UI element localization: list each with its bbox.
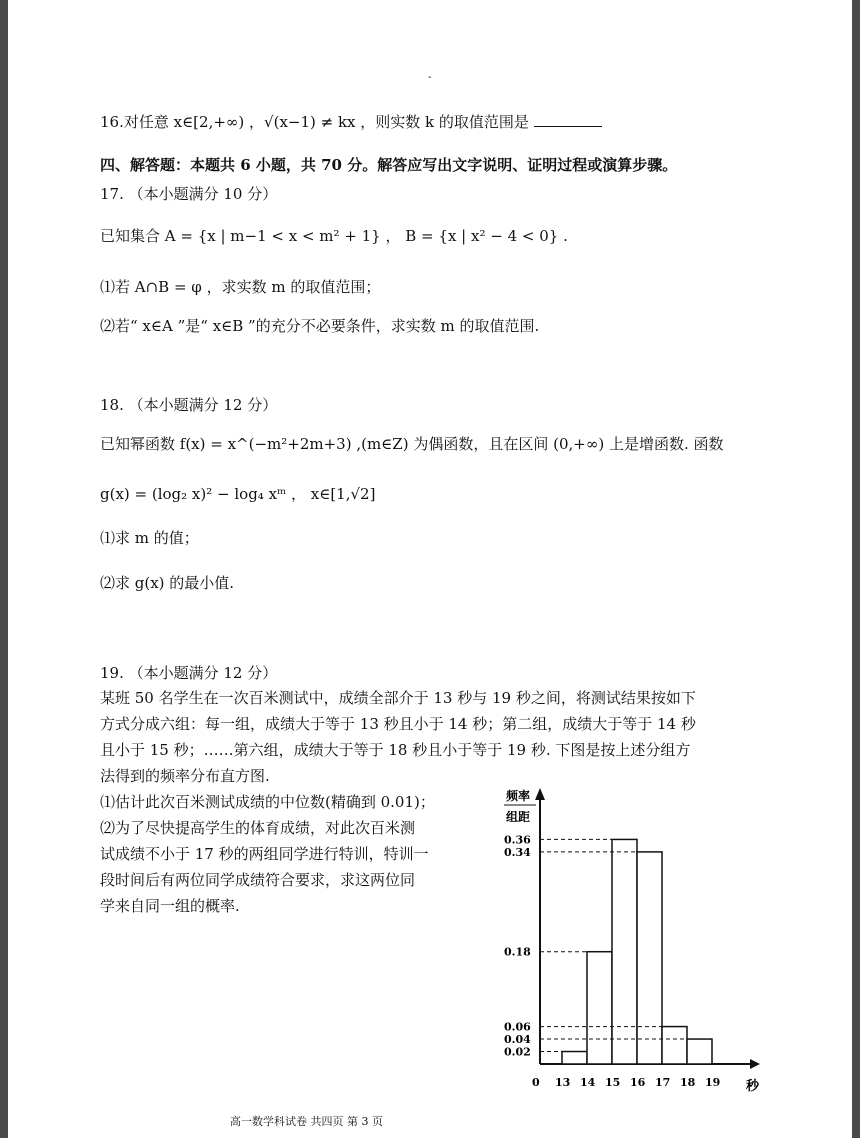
x-axis-arrow	[750, 1059, 760, 1069]
q19-line1: 某班 50 名学生在一次百米测试中，成绩全部介于 13 秒与 19 秒之间，将测试结果按如下	[100, 689, 696, 707]
q18-given-line1: 已知幂函数 f(x) = x^(−m²+2m+3) ,(m∈Z) 为偶函数，且在区间 (0,+∞) 上是增函数. 函数	[100, 435, 724, 453]
q19-part2-line2: 试成绩不小于 17 秒的两组同学进行特训，特训一	[100, 845, 429, 863]
q18-part2: ⑵求 g(x) 的最小值.	[100, 574, 235, 592]
y-tick-label: 0.36	[504, 833, 531, 847]
x-axis-label: 秒	[746, 1079, 760, 1094]
histogram-bar	[637, 852, 662, 1064]
q17-header: 17. （本小题满分 10 分）	[100, 185, 278, 203]
x-tick-label: 14	[580, 1076, 596, 1089]
q17-given: 已知集合 A = {x | m−1 < x < m² + 1} ， B = {x | x² − 4 < 0} .	[100, 227, 568, 245]
question-16	[100, 112, 602, 132]
histogram-bar	[612, 839, 637, 1064]
q17-part1: ⑴若 A∩B = φ ，求实数 m 的取值范围；	[100, 278, 381, 296]
x-tick-label: 13	[555, 1076, 571, 1089]
histogram-bar	[587, 952, 612, 1064]
x-tick-label: 15	[605, 1076, 621, 1089]
answer-blank	[534, 112, 602, 127]
q18-given-line2: g(x) = (log₂ x)² − log₄ xᵐ ， x∈[1,√2]	[100, 485, 376, 503]
q19-part1: ⑴估计此次百米测试成绩的中位数(精确到 0.01)；	[100, 793, 435, 811]
y-tick-label: 0.02	[504, 1045, 531, 1059]
q19-part2-line4: 学来自同一组的概率.	[100, 897, 240, 915]
q19-part2-line1: ⑵为了尽快提高学生的体育成绩，对此次百米测	[100, 819, 416, 837]
y-tick-label: 0.04	[504, 1033, 531, 1047]
y-label-numerator: 频率	[506, 789, 531, 803]
histogram-bar	[687, 1039, 712, 1064]
q18-part1: ⑴求 m 的值；	[100, 529, 199, 547]
x-tick-label: 17	[655, 1076, 671, 1089]
page-footer: 高一数学科试卷 共四页 第 3 页	[230, 1115, 383, 1128]
q19-line4: 法得到的频率分布直方图.	[100, 767, 270, 785]
x-tick-label: 16	[630, 1076, 646, 1089]
exam-page	[8, 0, 852, 1138]
histogram-bar	[662, 1027, 687, 1064]
y-tick-label: 0.06	[504, 1020, 531, 1034]
x-origin-label: 0	[532, 1076, 540, 1089]
frequency-histogram	[488, 780, 778, 1100]
q19-line2: 方式分成六组：每一组，成绩大于等于 13 秒且小于 14 秒；第二组，成绩大于等于 14 秒	[100, 715, 696, 733]
y-tick-label: 0.18	[504, 945, 531, 959]
q19-part2-line3: 段时间后有两位同学成绩符合要求，求这两位同	[100, 871, 416, 889]
y-axis-arrow	[535, 788, 545, 800]
y-label-denominator: 组距	[506, 810, 531, 824]
section-heading: 四、解答题：本题共 6 小题，共 70 分。解答应写出文字说明、证明过程或演算步骤。	[100, 156, 678, 174]
q18-header: 18. （本小题满分 12 分）	[100, 396, 278, 414]
y-tick-label: 0.34	[504, 845, 531, 859]
page-mark: -	[428, 72, 432, 83]
q19-line3: 且小于 15 秒；……第六组，成绩大于等于 18 秒且小于等于 19 秒. 下图是按上述分组方	[100, 741, 691, 759]
q19-header: 19. （本小题满分 12 分）	[100, 664, 278, 682]
histogram-bar	[562, 1052, 587, 1064]
x-tick-label: 18	[680, 1076, 696, 1089]
question-16-text: 16.对任意 x∈[2,+∞) ，√(x−1) ≠ kx ，则实数 k 的取值范围是	[100, 113, 529, 131]
q17-part2: ⑵若“ x∈A ”是“ x∈B ”的充分不必要条件，求实数 m 的取值范围.	[100, 317, 540, 335]
x-tick-label: 19	[705, 1076, 721, 1089]
